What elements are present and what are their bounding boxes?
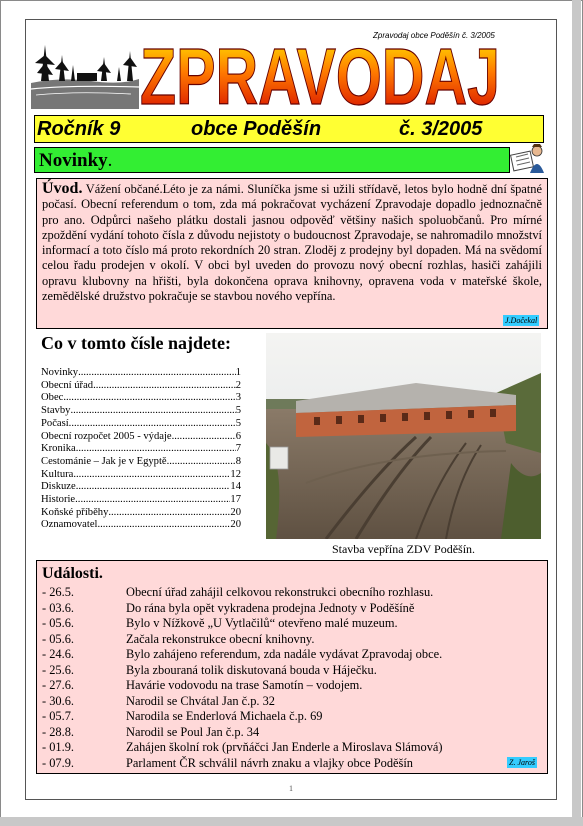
event-row: - 05.6. Začala rekonstrukce obecní knihovny. bbox=[42, 631, 315, 646]
event-row: - 07.9. Parlament ČR schválil návrh znaku a vlajky obce Poděšín bbox=[42, 755, 413, 770]
event-row: - 01.9. Zahájen školní rok (prvňáčci Jan Enderle a Miroslava Slámová) bbox=[42, 740, 443, 754]
page-number: 1 bbox=[289, 784, 293, 793]
toc-row: Diskuze ..... 14 bbox=[41, 481, 241, 494]
event-row: - 24.6. Bylo zahájeno referendum, zda nadále vydávat Zpravodaj obce. bbox=[42, 647, 443, 661]
header-small-text: Zpravodaj obce Poděšín č. 3/2005 bbox=[373, 31, 495, 40]
intro-author-tag: J.Dočekal bbox=[505, 316, 538, 325]
toc-row: Obecní rozpočet 2005 - výdaje ..... 6 bbox=[41, 431, 241, 444]
newspaper-reader-icon bbox=[510, 143, 546, 175]
masthead-wordart bbox=[135, 30, 505, 112]
toc-row: Obec ..... 3 bbox=[41, 392, 241, 405]
event-row: - 26.5. Obecní úřad zahájil celkovou rekonstrukci obecního rozhlasu. bbox=[42, 585, 434, 599]
event-row: - 05.7. Narodila se Enderlová Michaela č.p. 69 bbox=[42, 709, 323, 723]
toc-row: Oznamovatel ..... 20 bbox=[41, 519, 241, 532]
news-title: Novinky bbox=[39, 150, 108, 171]
toc-row: Cestománie – Jak je v Egyptě ..... 8 bbox=[41, 456, 241, 469]
event-row: - 03.6. Do rána byla opět vykradena prodejna Jednoty v Poděšíně bbox=[42, 600, 415, 615]
toc-heading: Co v tomto čísle najdete: bbox=[41, 333, 231, 353]
toc-row: Novinky ..... 1 bbox=[41, 367, 241, 380]
events-author-tag: Z. Jaroš bbox=[509, 758, 535, 767]
event-row: - 05.6. Bylo v Nížkově „U Vytlačilů“ otevřeno malé muzeum. bbox=[42, 616, 398, 630]
construction-photo bbox=[266, 333, 541, 539]
intro-text: Vážení občané.Léto je za námi. Sluníčka jsme si užili střídavě, letos bylo hodně dní špatné počasí. Obecní referendum o tom, zda má pokračovat vycházení Zpravodaje dopadlo jednoznačně pro ano. Odpůrci našeho plátku dostali jasnou odpověď většiny našich spoluobčanů. Pro mírné zpoždění vydání tohoto čísla z důvodu nejistoty o budoucnost Zpravodaje, se nahromadilo množství informací a toto číslo má proto rekordních 20 stran. Zloděj z prodejny byl dopaden. Má na svědomí celou řadu prodejen v okolí. V obci byl uveden do provozu nový obecní rozhlas, hasiči zahájili opravu klubovny na hřišti, byla dokončena oprava knihovny, opravena voda v mateřské škole, zemědělské družstvo pokračuje se stavbou nového vepřína. bbox=[42, 182, 542, 304]
landscape-logo-image bbox=[31, 37, 139, 109]
news-section-bar bbox=[34, 147, 510, 173]
event-row: - 25.6. Byla zbouraná tolik diskutovaná bouda v Háječku. bbox=[42, 662, 377, 677]
toc-row: Koňské příběhy ..... 20 bbox=[41, 507, 241, 520]
volume-label: Ročník 9 bbox=[37, 118, 121, 140]
table-of-contents bbox=[41, 367, 241, 532]
intro-article bbox=[36, 178, 548, 329]
event-row: - 27.6. Havárie vodovodu na trase Samotín – vodojem. bbox=[42, 678, 363, 692]
toc-row: Počasí ..... 5 bbox=[41, 418, 241, 431]
toc-row: Stavby ..... 5 bbox=[41, 405, 241, 418]
issue-label: č. 3/2005 bbox=[399, 118, 483, 140]
issue-title-bar bbox=[34, 115, 544, 143]
toc-row: Kronika ..... 7 bbox=[41, 443, 241, 456]
masthead-title: ZPRAVODAJ bbox=[140, 32, 500, 112]
events-section bbox=[36, 560, 548, 774]
toc-row: Historie ..... 17 bbox=[41, 494, 241, 507]
toc-row: Obecní úřad ..... 2 bbox=[41, 380, 241, 393]
event-row: - 28.8. Narodil se Poul Jan č.p. 34 bbox=[42, 724, 260, 739]
page-shadow-bottom bbox=[0, 817, 583, 826]
photo-caption: Stavba vepřína ZDV Poděšín. bbox=[331, 542, 476, 556]
news-title-dot: . bbox=[107, 150, 113, 171]
page-shadow-right bbox=[572, 0, 581, 826]
village-label: obce Poděšín bbox=[191, 118, 322, 140]
event-row: - 30.6. Narodil se Chvátal Jan č.p. 32 bbox=[42, 693, 275, 708]
toc-row: Kultura ..... 12 bbox=[41, 469, 241, 482]
events-title: Události. bbox=[42, 565, 103, 582]
intro-lead: Úvod. bbox=[42, 180, 83, 197]
